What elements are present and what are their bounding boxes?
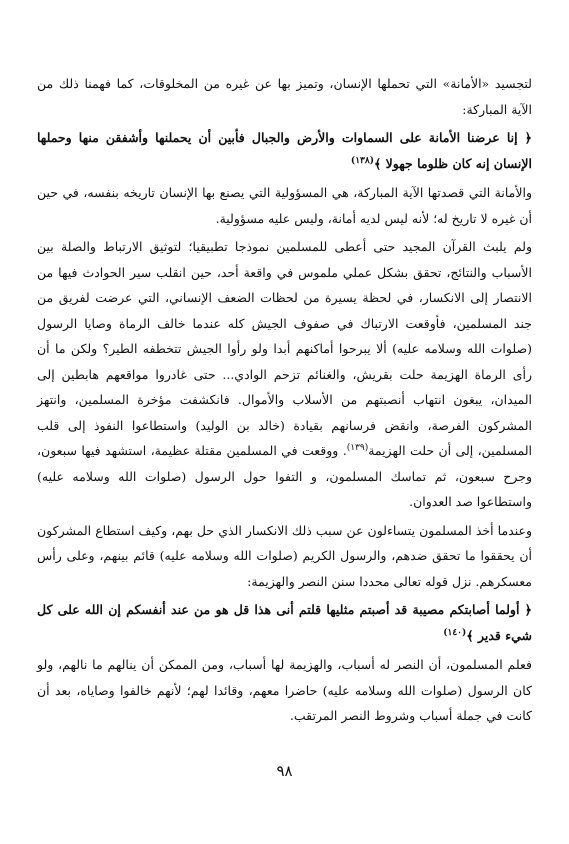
- quran-verse-amana: [37, 125, 532, 176]
- paragraph-amana-meaning-text: والأمانة التي قصدتها الآية المباركة، هي المسؤولية التي يصنع بها الإنسان تاريخه بنفسه، في حين أن غيره لا تاريخ له؛ لأنه ليس لديه أمانة، وليس عليه مسؤولية.: [37, 185, 532, 226]
- quran-verse-musiba-text: ﴿ أولما أصابتكم مصيبة قد أصبتم مثليها قلتم أنى هذا قل هو من عند أنفسكم إن الله على كل شيء قدير ﴾: [37, 602, 532, 643]
- paragraph-uhud-continuation: . ووقعت في المسلمين مقتلة عظيمة، استشهد فيها سبعون، وجرح سبعون، ثم تماسك المسلمون، و التفوا حول الرسول (صلوات الله وسلامه عليه) واستطاعوا صد العدوان.: [37, 443, 532, 509]
- page-number: ٩٨: [276, 762, 293, 780]
- footnote-ref-138[interactable]: (١٣٨): [350, 155, 374, 166]
- paragraph-intro-text: لتجسيد «الأمانة» التي تحملها الإنسان، وتميز بها عن غيره من المخلوقات، كما فهمنا ذلك من الآية المباركة:: [37, 76, 532, 117]
- footnote-ref-140[interactable]: (١٤٠): [443, 627, 467, 638]
- paragraph-amana-meaning: [37, 180, 532, 231]
- paragraph-conclusion: [37, 652, 532, 729]
- paragraph-question-text: وعندما أخذ المسلمون يتساءلون عن سبب ذلك الانكسار الذي حل بهم، وكيف استطاع المشركون أن يحققوا ما تحقق ضدهم، والرسول الكريم (صلوات الله وسلامه عليه) قائم بينهم، وعلى رأس معسكرهم. نزل قوله تعالى محددا سنن النصر والهزيمة:: [37, 522, 532, 589]
- paragraph-uhud-text: ولم يلبث القرآن المجيد حتى أعطى للمسلمين نموذجا تطبيقيا؛ لتوثيق الارتباط والصلة بين الأسباب والنتائج، تحقق بشكل عملي ملموس في واقعة أحد، حين انقلب سير الحوادث فيها من الانتصار إلى الانكسار، في لحظة يسيرة من لحظات الضعف الإنساني، التي عرضت لفريق من جند المسلمين، فأوقعت الارتباك في صفوف الجيش كله عندما خالف الرماة وصايا الرسول (صلوات الله وسلامه عليه) ألا يبرحوا أماكنهم أبدا ولو رأوا الجيش تتخطفه الطير؟ ولكن ما أن رأى الرماة الهزيمة حلت بقريش، والغنائم تزحم الوادي... حتى غادروا مواقعهم هابطين إلى الميدان، يبغون انتهاب أنصبتهم من الأسلاب والأموال. فانكشفت مؤخرة المسلمين، وانتهز المشركون الفرصة، وانقض فرسانهم بقيادة (خالد بن الوليد) واستطاعوا النفوذ إلى قلب المسلمين، إلى أن حلت الهزيمة: [37, 239, 532, 458]
- paragraph-question: [37, 518, 532, 595]
- quran-verse-musiba: [37, 597, 532, 648]
- paragraph-intro: [37, 71, 532, 122]
- paragraph-uhud: [37, 234, 532, 515]
- quran-verse-amana-text: ﴿ إنا عرضنا الأمانة على السماوات والأرض والجبال فأبين أن يحملنها وأشفقن منها وحملها الإنسان إنه كان ظلوما جهولا ﴾: [37, 130, 532, 171]
- footnote-ref-139[interactable]: (١٣٩): [346, 442, 369, 453]
- paragraph-conclusion-text: فعلم المسلمون، أن النصر له أسباب، والهزيمة لها أسباب، ومن الممكن أن ينالهم ما نالهم، ولو كان الرسول (صلوات الله وسلامه عليه) حاضرا معهم، وقائدا لهم؛ لأنهم خالفوا وصاياه، بعد أن كانت في جملة أسباب وشروط النصر المرتقب.: [37, 657, 532, 723]
